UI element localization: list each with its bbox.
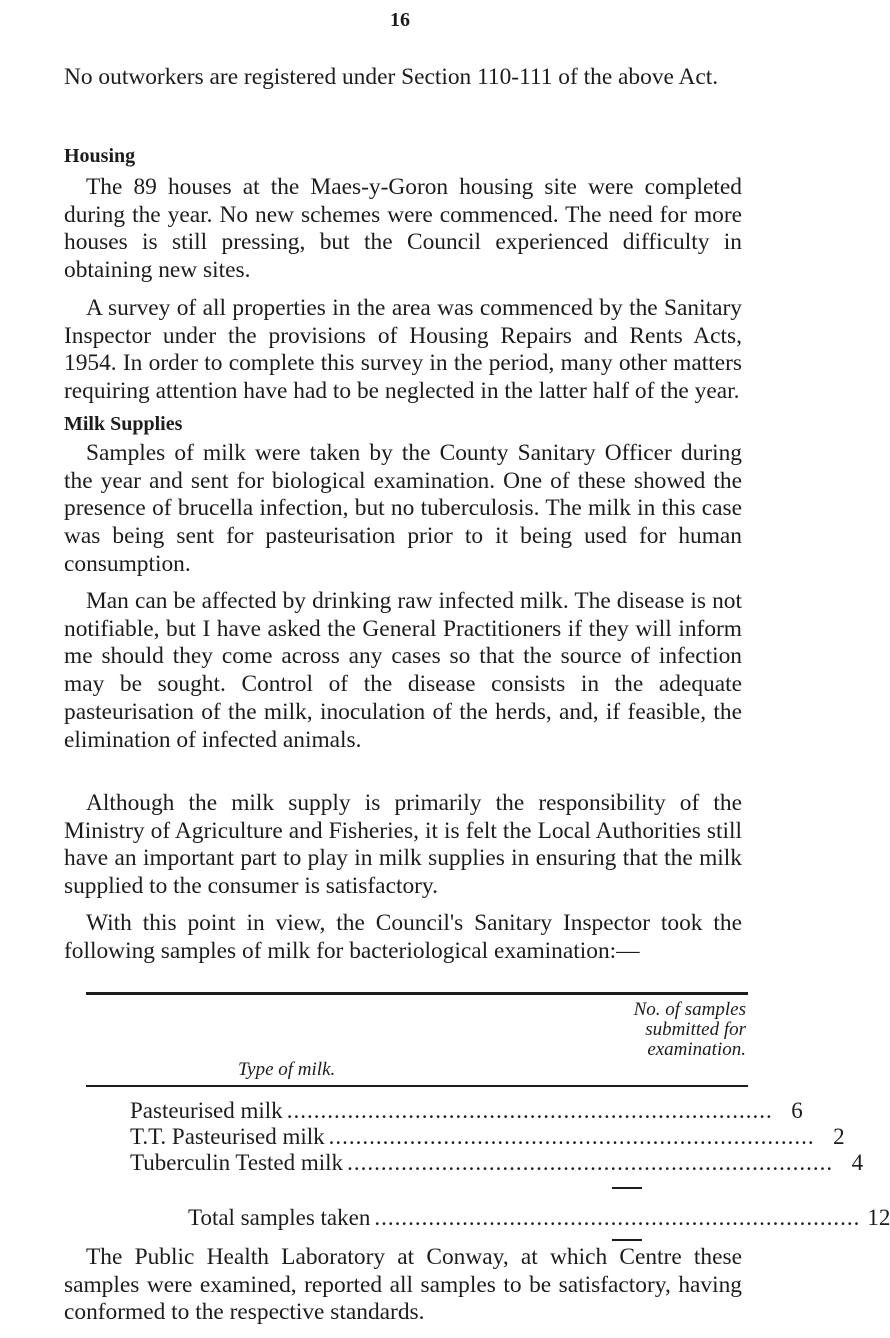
row-value: 6 <box>791 1098 803 1123</box>
housing-paragraph-1: The 89 houses at the Maes-y-Goron housing site were completed during the year. No new schemes were commenced. The need for more houses is still pressing, but the Council experienced difficulty in obtaining new sites. <box>64 174 742 284</box>
closing-paragraph: The Public Health Laboratory at Conway, at which Centre these samples were examined, reported all samples to be satisfactory, having conformed to the respective standards. <box>64 1244 742 1326</box>
row-label: T.T. Pasteurised milk <box>130 1124 325 1149</box>
col-header-count-line-3: examination. <box>647 1039 746 1060</box>
housing-heading: Housing <box>64 145 136 167</box>
milk-paragraph-1: Samples of milk were taken by the County Sanitary Officer during the year and sent for biological examination. One of these showed the presence of brucella infection, but no tuberculosis. The milk in this case was being sent for pasteurisation prior to it being used for human consumption. <box>64 440 742 577</box>
total-value: 12 <box>867 1205 890 1230</box>
col-header-count-line-2: submitted for <box>645 1019 746 1040</box>
row-value: 4 <box>851 1150 864 1175</box>
row-label: Pasteurised milk <box>130 1098 283 1123</box>
table-top-rule <box>86 992 748 995</box>
total-row <box>188 1205 890 1231</box>
row-value: 2 <box>833 1124 845 1149</box>
col-header-count <box>556 1000 746 1060</box>
milk-paragraph-3: Although the milk supply is primarily the responsibility of the Ministry of Agriculture and Fisheries, it is felt the Local Authorities still have an important part to play in milk supplies in ensuring that the milk supplied to the consumer is satisfactory. <box>64 790 742 900</box>
table-row <box>130 1098 803 1124</box>
dot-leader: ........................................................................ <box>374 1205 861 1230</box>
row-label: Tuberculin Tested milk <box>130 1150 344 1175</box>
table-row <box>130 1150 864 1176</box>
milk-paragraph-4: With this point in view, the Council's Sanitary Inspector took the following samples of milk for bacteriological examination:— <box>64 910 742 964</box>
table-header-rule <box>86 1085 748 1087</box>
col-header-type: Type of milk. <box>238 1059 336 1080</box>
milk-paragraph-2: Man can be affected by drinking raw infected milk. The disease is not notifiable, but I have asked the General Practitioners if they will inform me should they come across any cases so that the source of infection may be sought. Control of the disease consists in the adequate pasteurisation of the milk, inoculation of the herds, and, if feasible, the elimination of infected animals. <box>64 588 742 753</box>
total-bottom-rule <box>612 1239 642 1241</box>
total-rule <box>612 1187 642 1189</box>
page-number: 16 <box>390 9 410 31</box>
dot-leader: ........................................................................ <box>286 1098 773 1123</box>
dot-leader: ........................................................................ <box>328 1124 815 1149</box>
intro-paragraph: No outworkers are registered under Section 110-111 of the above Act. <box>64 64 719 90</box>
total-label: Total samples taken <box>188 1205 371 1230</box>
housing-paragraph-2: A survey of all properties in the area was commenced by the Sanitary Inspector under the provisions of Housing Repairs and Rents Acts, 1954. In order to complete this survey in the period, many other matters requiring attention have had to be neglected in the latter half of the year. <box>64 295 742 405</box>
dot-leader: ........................................................................ <box>347 1150 834 1175</box>
milk-supplies-heading: Milk Supplies <box>64 413 183 435</box>
table-row <box>130 1124 845 1150</box>
col-header-count-line-1: No. of samples <box>633 999 746 1020</box>
